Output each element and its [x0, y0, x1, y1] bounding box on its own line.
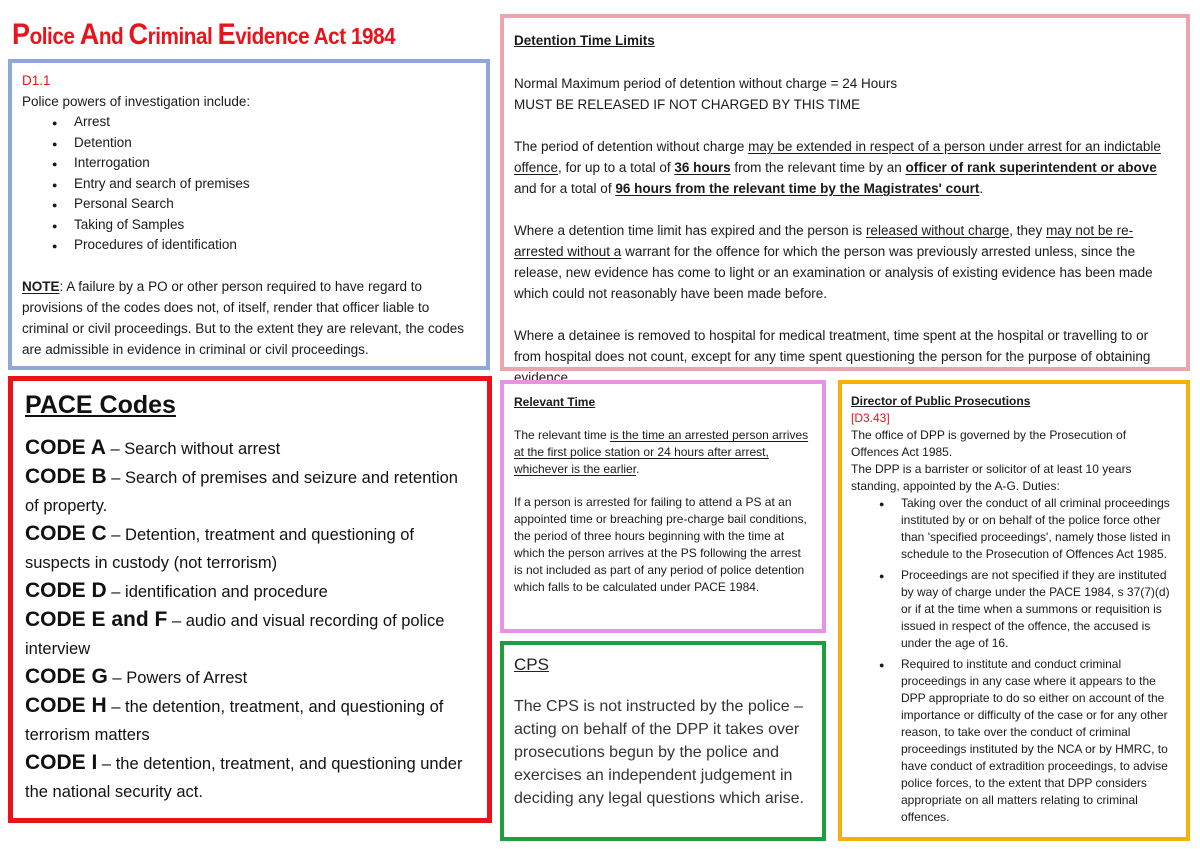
- relevant-time-definition: The relevant time is the time an arrested person arrives at the first police station or 24 hours after arrest, whichever is the earlier.: [514, 428, 809, 476]
- code-item: CODE H – the detention, treatment, and questioning of terrorism matters: [25, 694, 444, 744]
- code-item: CODE C – Detention, treatment and questioning of suspects in custody (not terrorism): [25, 522, 414, 572]
- list-item: ● Detention: [22, 133, 476, 154]
- panel-heading: Detention Time Limits: [514, 33, 655, 48]
- dpp-paragraph: The office of DPP is governed by the Prosecution of Offences Act 1985.: [851, 428, 1127, 459]
- panel-heading: Director of Public Prosecutions: [851, 394, 1031, 408]
- powers-list: [22, 112, 476, 256]
- title-word: Criminal: [128, 18, 218, 51]
- title-word: Act 1984: [313, 23, 396, 49]
- dpp-paragraph: The DPP is a barrister or solicitor of at least 10 years standing, appointed by the A-G. Duties:: [851, 462, 1132, 493]
- dpp-duties-list: [851, 495, 1177, 826]
- list-item: ● Entry and search of premises: [22, 174, 476, 195]
- title-word: Police: [12, 18, 80, 51]
- title-word: And: [79, 18, 129, 51]
- detention-line: Normal Maximum period of detention without charge = 24 Hours: [514, 76, 898, 91]
- pace-codes-panel: [8, 376, 492, 823]
- dpp-panel: [838, 380, 1190, 841]
- detention-time-limits-panel: [500, 14, 1190, 385]
- title-word: Evidence: [217, 18, 314, 51]
- code-item: CODE D – identification and procedure: [25, 579, 328, 602]
- panel-heading: CPS: [514, 655, 549, 674]
- code-item: CODE A – Search without arrest: [25, 436, 281, 459]
- cps-body: The CPS is not instructed by the police – acting on behalf of the DPP it takes over prosecutions begun by the police and exercises an independent judgement in deciding any legal questions which arise.: [514, 698, 804, 807]
- code-item: CODE B – Search of premises and seizure and retention of property.: [25, 465, 458, 515]
- note-label: NOTE: [22, 278, 60, 294]
- list-item: ● Personal Search: [22, 194, 476, 215]
- list-item: ● Arrest: [22, 112, 476, 133]
- list-item: ● Interrogation: [22, 153, 476, 174]
- list-item: ● Required to institute and conduct criminal proceedings in any case where it appears to the DPP appropriate to do so either on account of the importance or difficulty of the case or for any other reason, to take over the conduct of criminal proceedings instituted by the NCA or by HMRC, to have conduct of extradition proceedings, to advise police forces, to the extent that DPP considers appropriate on all matters relating to criminal offences.: [851, 656, 1177, 826]
- section-reference: D1.1: [22, 73, 51, 88]
- panel-heading: Relevant Time: [514, 395, 596, 409]
- note-text: : A failure by a PO or other person required to have regard to provisions of the codes does not, of itself, render that officer liable to criminal or civil proceedings. But to the extent they are relevant, the codes are admissible in evidence in criminal or civil proceedings.: [22, 278, 464, 357]
- note-paragraph: [22, 276, 476, 360]
- cps-panel: [500, 641, 826, 841]
- hospital-paragraph: Where a detainee is removed to hospital for medical treatment, time spent at the hospital or travelling to or from hospital does not count, except for any time spent questioning the person for the purpose of obtaining evidence.: [514, 328, 1151, 385]
- extension-paragraph: The period of detention without charge may be extended in respect of a person under arrest for an indictable offence, for up to a total of 36 hours from the relevant time by an officer of rank superintendent or above and for a total of 96 hours from the relevant time by the Magistrates' court.: [514, 139, 1161, 196]
- powers-of-investigation-panel: [8, 59, 490, 370]
- panel-heading: PACE Codes: [25, 391, 176, 419]
- relevant-time-panel: [500, 380, 826, 633]
- list-item: ● Procedures of identification: [22, 235, 476, 256]
- list-item: ● Taking over the conduct of all criminal proceedings instituted by or on behalf of the police force other than 'specified proceedings', namely those listed in schedule to the Prosecution of Offences Act 1985.: [851, 495, 1177, 563]
- relevant-time-bail-paragraph: If a person is arrested for failing to attend a PS at an appointed time or breaching pre-charge bail conditions, the period of three hours beginning with the time at which the person arrives at the PS following the arrest is not included as part of any period of police detention which falls to be calculated under PACE 1984.: [514, 495, 807, 594]
- list-item: ● Taking of Samples: [22, 215, 476, 236]
- rearrest-paragraph: Where a detention time limit has expired and the person is released without charge, they may not be re- arrested without a warrant for the offence for which the person was previously arrested unless, since the release, new evidence has come to light or an examination or analysis of existing evidence has been made which could not reasonably have been made before.: [514, 223, 1153, 301]
- code-item: CODE G – Powers of Arrest: [25, 665, 248, 688]
- detention-line: MUST BE RELEASED IF NOT CHARGED BY THIS TIME: [514, 97, 861, 112]
- page-title: [12, 18, 435, 58]
- code-item: CODE E and F – audio and visual recording of police interview: [25, 608, 445, 658]
- code-item: CODE I – the detention, treatment, and questioning under the national security act.: [25, 751, 463, 801]
- list-item: ● Proceedings are not specified if they are instituted by way of charge under the PACE 1984, s 37(7)(d) or if at the time when a summons or requisition is issued in respect of the offence, the accused is under the age of 16.: [851, 567, 1177, 652]
- powers-intro: Police powers of investigation include:: [22, 93, 251, 109]
- section-reference: [D3.43]: [851, 411, 890, 425]
